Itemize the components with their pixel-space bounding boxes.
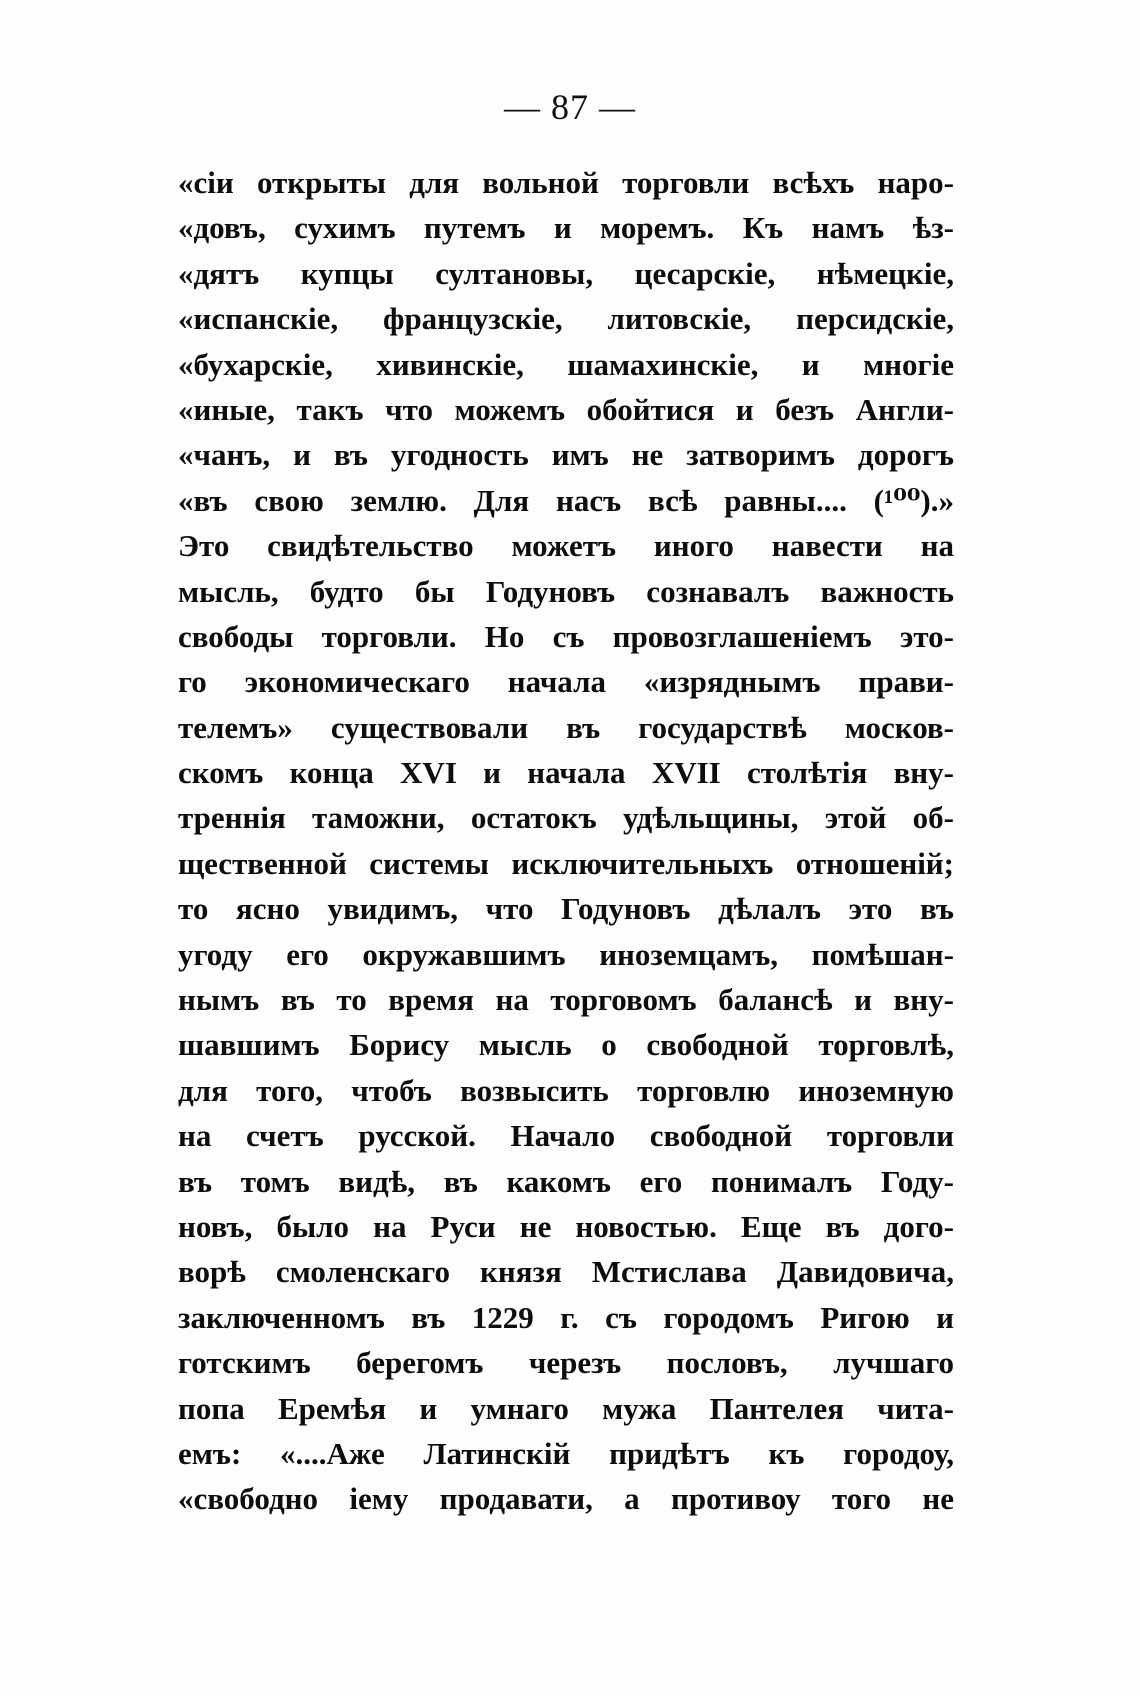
text-line: «дятъ купцы султановы, цесарскіе, нѣмецкіе,	[178, 255, 954, 291]
text-line: то ясно увидимъ, что Годуновъ дѣлалъ это въ	[178, 891, 954, 927]
text-line: свободы торговли. Но съ провозглашеніемъ это-	[178, 618, 954, 654]
text-line: готскимъ берегомъ черезъ пословъ, лучшаго	[178, 1345, 954, 1381]
text-line: «въ свою землю. Для насъ всѣ равны.... (¹⁰⁰).»	[178, 482, 954, 518]
text-line: заключенномъ въ 1229 г. съ городомъ Ригою и	[178, 1299, 954, 1335]
text-line: угоду его окружавшимъ иноземцамъ, помѣшан-	[178, 936, 954, 972]
text-line: «бухарскіе, хивинскіе, шамахинскіе, и многіе	[178, 346, 954, 382]
text-line: «сіи открыты для вольной торговли всѣхъ наро-	[178, 165, 954, 200]
text-line: «испанскіе, французскіе, литовскіе, персидскіе,	[178, 301, 954, 337]
text-line: щественной системы исключительныхъ отношеній;	[178, 845, 954, 881]
text-line: Это свидѣтельство можетъ иного навести на	[178, 528, 954, 564]
text-line: «иные, такъ что можемъ обойтися и безъ Англи-	[178, 391, 954, 427]
text-line: треннія таможни, остатокъ удѣльщины, этой об-	[178, 800, 954, 836]
text-line: телемъ» существовали въ государствѣ москов-	[178, 709, 954, 745]
text-line: «чанъ, и въ угодность имъ не затворимъ дорогъ	[178, 437, 954, 473]
text-line: попа Еремѣя и умнаго мужа Пантелея чита-	[178, 1390, 954, 1426]
text-line: мысль, будто бы Годуновъ сознавалъ важность	[178, 573, 954, 609]
text-line: для того, чтобъ возвысить торговлю иноземную	[178, 1072, 954, 1108]
text-line: «довъ, сухимъ путемъ и моремъ. Къ намъ ѣз-	[178, 210, 954, 246]
text-line: нымъ въ то время на торговомъ балансѣ и вну-	[178, 982, 954, 1018]
body-text	[178, 160, 954, 1522]
text-line: емъ: «....Аже Латинскій придѣтъ къ городоу,	[178, 1435, 954, 1471]
text-line: го экономическаго начала «изряднымъ прави-	[178, 664, 954, 700]
text-line: шавшимъ Борису мысль о свободной торговлѣ,	[178, 1027, 954, 1063]
page-number: — 87 —	[504, 87, 636, 127]
text-line: новъ, было на Руси не новостью. Еще въ дого-	[178, 1208, 954, 1244]
text-line: «свободно іему продавати, а противоу того не	[178, 1481, 954, 1517]
text-line: на счетъ русской. Начало свободной торговли	[178, 1118, 954, 1154]
text-line: ворѣ смоленскаго князя Мстислава Давидовича,	[178, 1254, 954, 1290]
text-line: скомъ конца XVI и начала XVII столѣтія вну-	[178, 755, 954, 791]
text-line: въ томъ видѣ, въ какомъ его понималъ Году-	[178, 1163, 954, 1199]
